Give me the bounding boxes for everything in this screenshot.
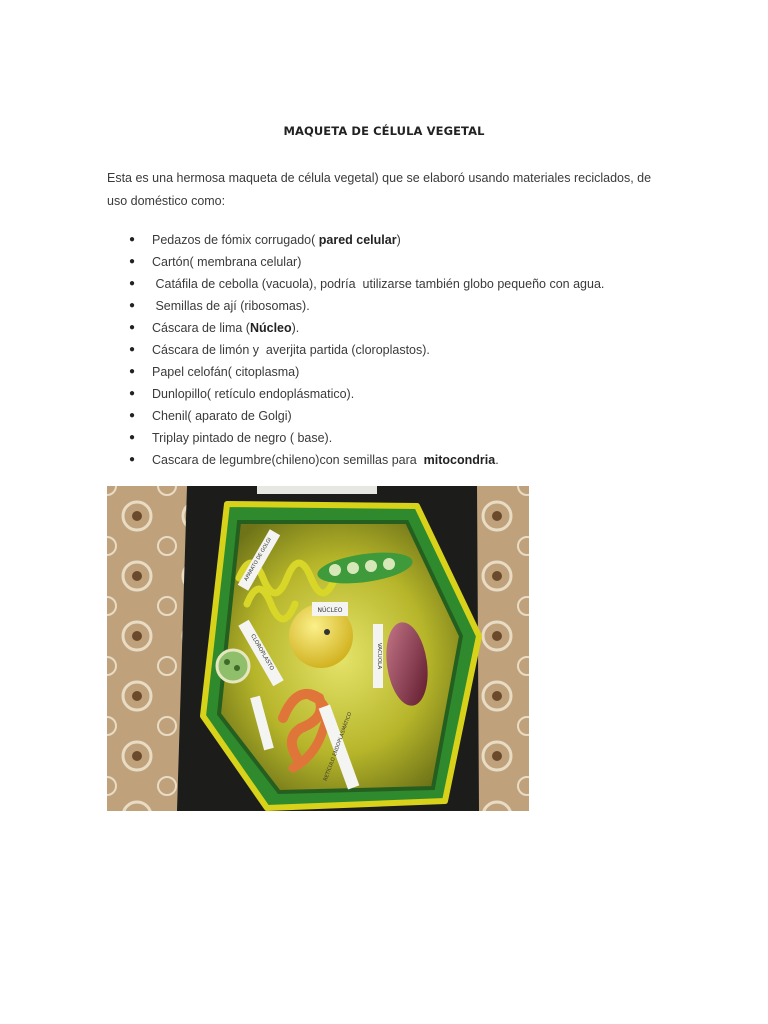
- seed: [365, 560, 377, 572]
- vacuole-label: VACUOLA: [376, 642, 382, 670]
- chloroplast-seed: [234, 665, 240, 671]
- nucleus-label: NÚCLEO: [317, 607, 343, 614]
- list-item: [107, 229, 667, 251]
- seed: [383, 558, 395, 570]
- list-item-text: Dunlopillo( retículo endoplásmatico).: [152, 387, 355, 401]
- list-item: [107, 339, 667, 361]
- list-item-text-end: ).: [291, 321, 300, 335]
- golgi-label: APARATO DE GOLGI: [243, 536, 273, 583]
- intro-paragraph: Esta es una hermosa maqueta de célula vegetal) que se elaboró usando materiales reciclados, de uso doméstico como:: [107, 171, 652, 208]
- chloroplast-label: CLOROPLASTO: [249, 633, 275, 672]
- list-item-text: Catáfila de cebolla (vacuola), podría utilizarse también globo pequeño con agua.: [152, 277, 605, 291]
- bullet-icon: ●: [129, 322, 136, 333]
- seed: [329, 564, 341, 576]
- list-item-text: Papel celofán( citoplasma): [152, 365, 300, 379]
- bullet-icon: ●: [129, 410, 136, 421]
- materials-list: [107, 229, 667, 471]
- list-item-text-end: ): [396, 233, 401, 247]
- list-item: [107, 427, 667, 449]
- list-item-text: Semillas de ají (ribosomas).: [152, 299, 310, 313]
- list-item-text: Cáscara de lima (: [152, 321, 250, 335]
- bullet-icon: ●: [129, 454, 136, 465]
- reticulum-label: RETÍCULO ENDOPLASMÁTICO: [322, 711, 354, 782]
- bullet-icon: ●: [129, 256, 136, 267]
- page-title: MAQUETA DE CÉLULA VEGETAL: [283, 124, 485, 138]
- list-item-bold: mitocondria: [423, 453, 496, 467]
- bullet-icon: ●: [129, 366, 136, 377]
- list-item: [107, 361, 667, 383]
- bullet-icon: ●: [129, 344, 136, 355]
- list-item-text: Cascara de legumbre(chileno)con semillas para: [152, 453, 424, 467]
- paper-tag: [257, 486, 377, 494]
- list-item-text: Triplay pintado de negro ( base).: [152, 431, 333, 445]
- list-item: [107, 449, 667, 471]
- bullet-icon: ●: [129, 278, 136, 289]
- list-item: [107, 405, 667, 427]
- bullet-icon: ●: [129, 300, 136, 311]
- plant-cell-illustration: [107, 486, 529, 811]
- bullet-icon: ●: [129, 432, 136, 443]
- plant-cell-model-photo: [107, 486, 529, 811]
- list-item-bold: pared celular: [318, 233, 397, 247]
- list-item-text-end: .: [495, 453, 499, 467]
- list-item-text: Chenil( aparato de Golgi): [152, 409, 292, 423]
- list-item: [107, 295, 667, 317]
- chloroplast-seed: [224, 659, 230, 665]
- list-item: [107, 251, 667, 273]
- list-item-text: Pedazos de fómix corrugado(: [152, 233, 319, 247]
- list-item-bold: Núcleo: [249, 321, 292, 335]
- list-item: [107, 317, 667, 339]
- list-item-text: Cáscara de limón y averjita partida (cloroplastos).: [152, 343, 430, 357]
- bullet-icon: ●: [129, 234, 136, 245]
- seed: [347, 562, 359, 574]
- chloroplast: [217, 650, 249, 682]
- list-item: [107, 273, 667, 295]
- bullet-icon: ●: [129, 388, 136, 399]
- nucleolus: [324, 629, 330, 635]
- list-item-text: Cartón( membrana celular): [152, 255, 302, 269]
- list-item: [107, 383, 667, 405]
